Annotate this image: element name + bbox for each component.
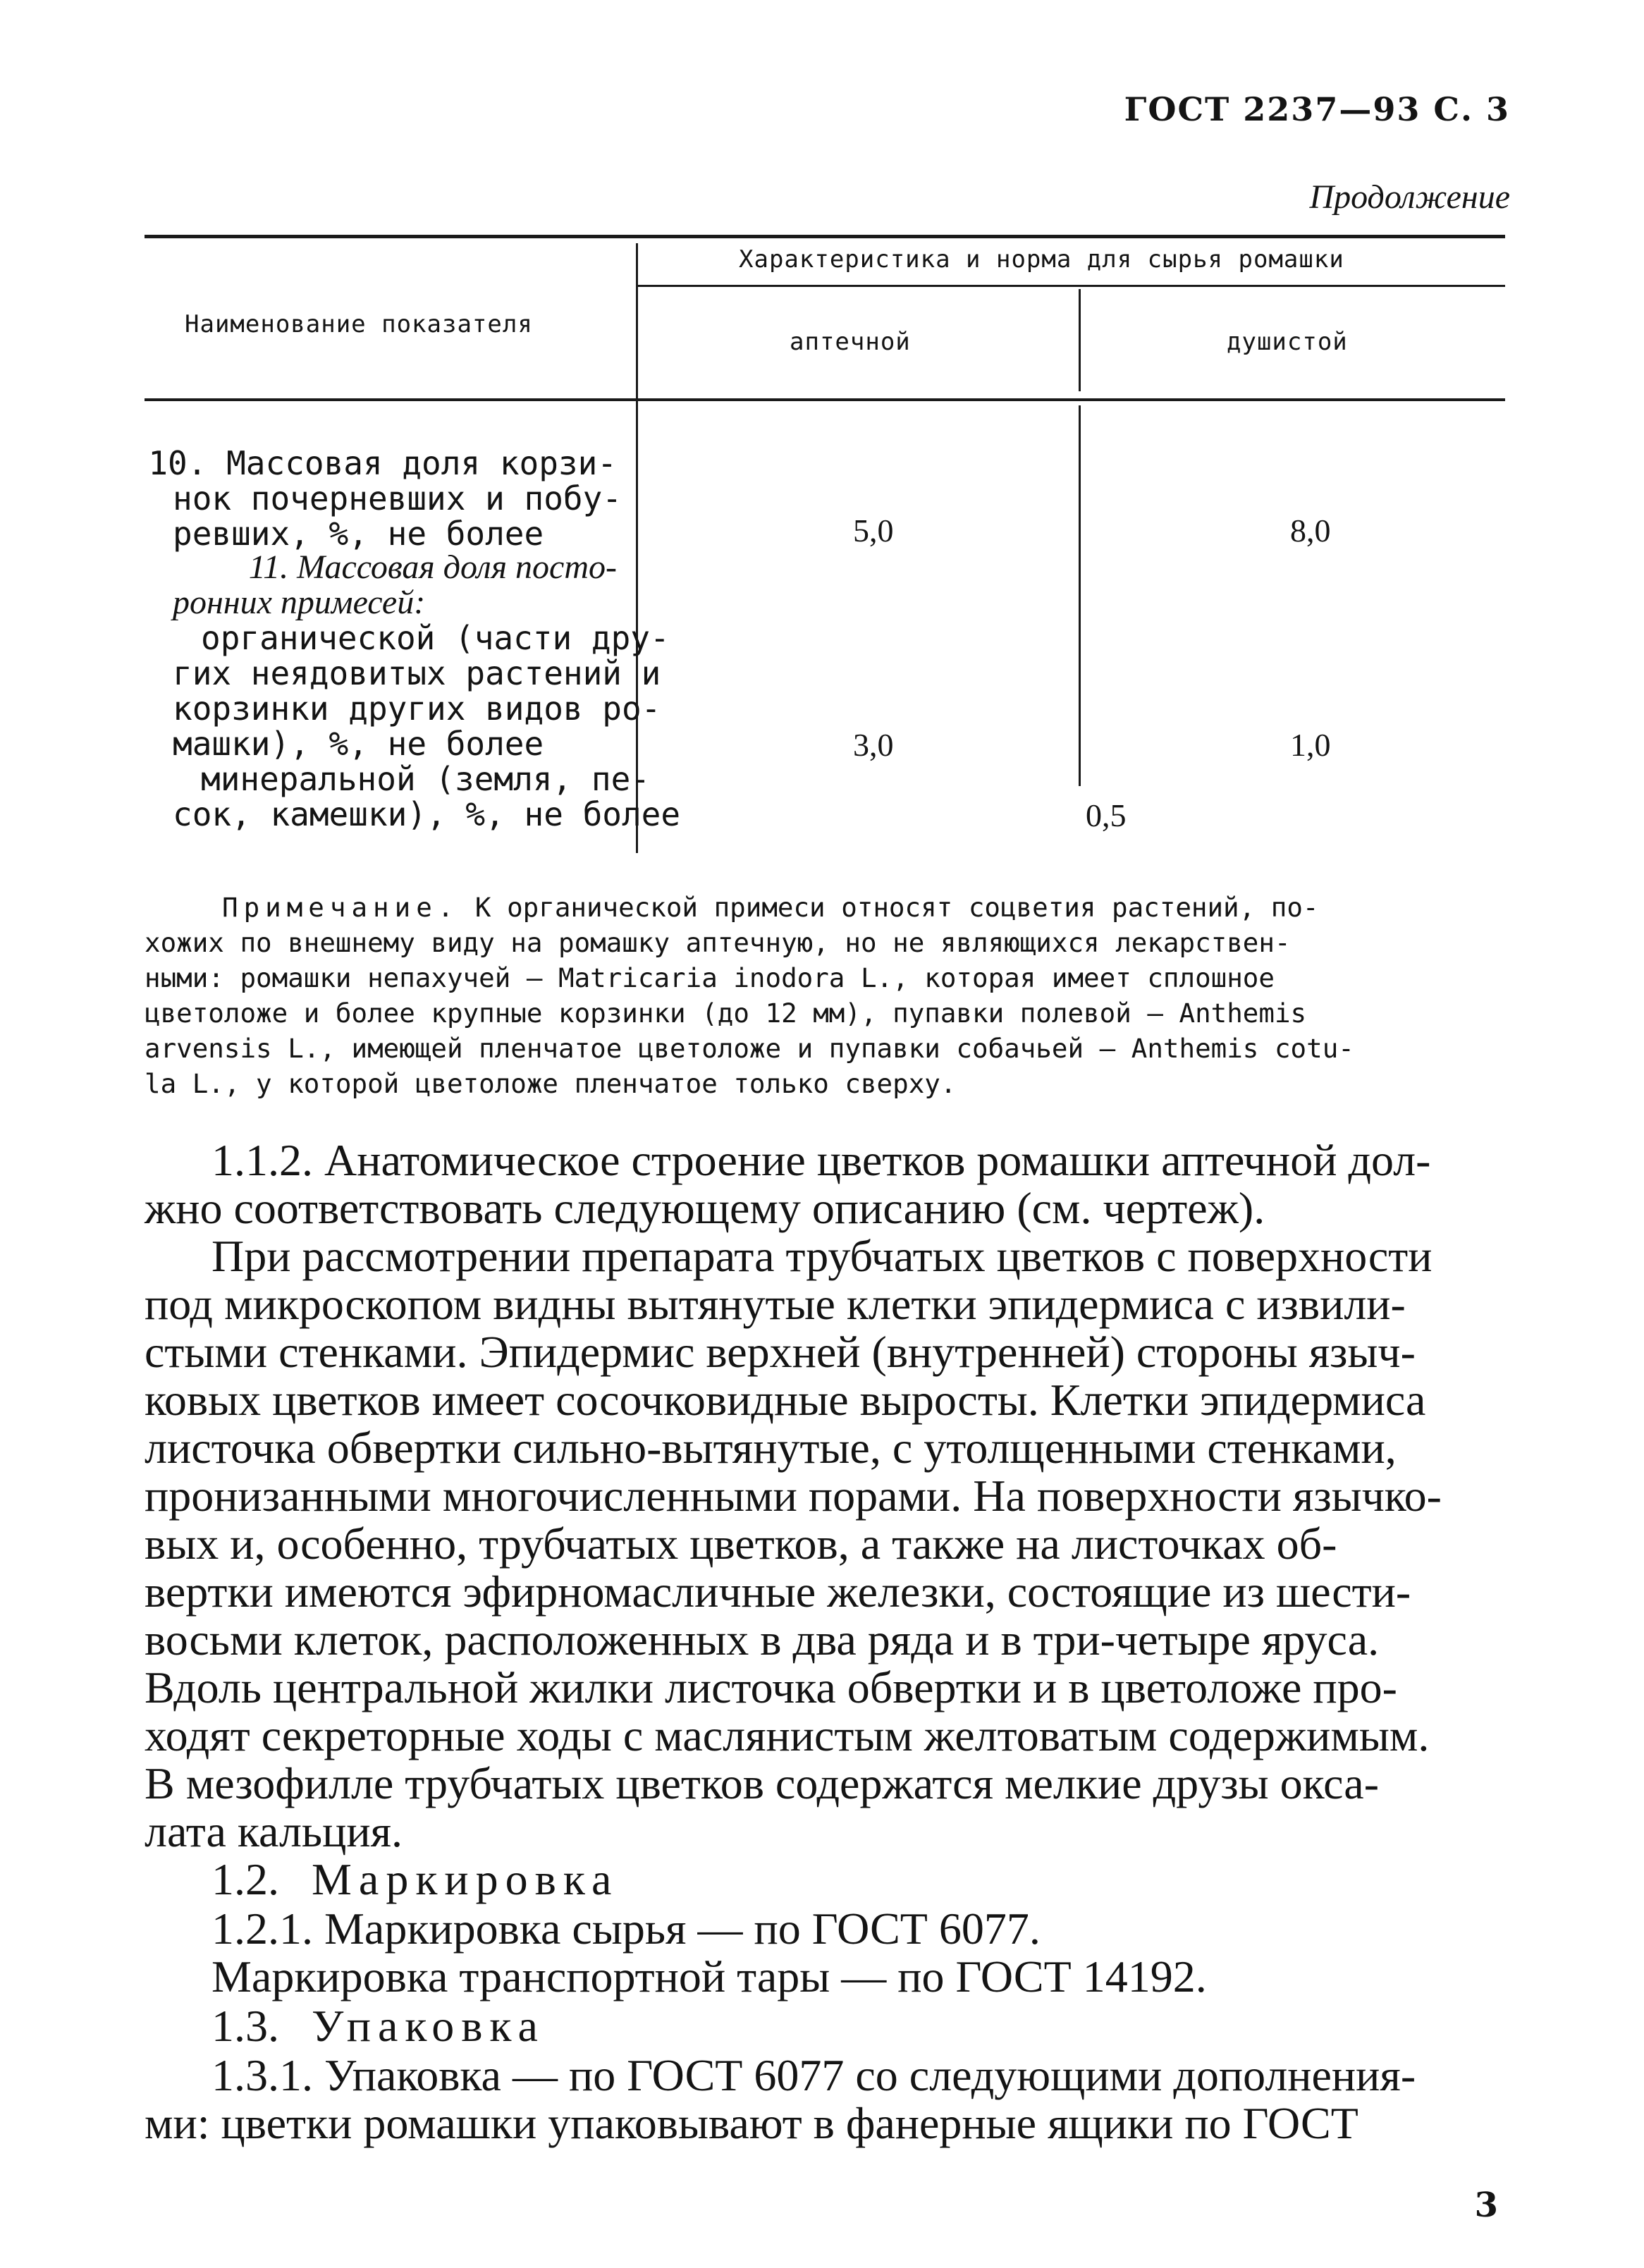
note-line-4: цветоложе и более крупные корзинки (до 12 мм), пупавки полевой — Anthemis <box>145 998 1307 1029</box>
p-micro-line-7: вых и, особенно, трубчатых цветков, а также на листочках об- <box>145 1519 1337 1569</box>
paragraph-1-3-1 <box>145 2052 1416 2147</box>
page-header-title: ГОСТ 2237—93 С. 3 <box>1124 90 1510 128</box>
note-line-2: хожих по внешнему виду на ромашку аптечную, но не являющихся лекарствен- <box>145 927 1291 958</box>
p-micro-line-10: Вдоль центральной жилки листочка обвертки и в цветоложе про- <box>145 1662 1397 1712</box>
paragraph-1-1-2 <box>145 1136 1430 1232</box>
table-row-11-mineral <box>173 761 680 832</box>
section-heading-1-2 <box>211 1856 618 1904</box>
table-row-11-org-line-3: корзинки других видов ро- <box>173 689 661 728</box>
p-micro-line-12: В мезофилле трубчатых цветков содержатся мелкие друзы окса- <box>145 1758 1379 1808</box>
table-row-10-apt-value: 5,0 <box>853 513 894 548</box>
table-row-11-org-line-2: гих неядовитых растений и <box>173 654 661 692</box>
p-micro-line-5: листочка обвертки сильно-вытянутые, с утолщенными стенками, <box>145 1423 1397 1473</box>
continuation-label: Продолжение <box>1309 178 1510 216</box>
p112-line-1: 1.1.2. Анатомическое строение цветков ромашки аптечной дол- <box>211 1135 1431 1185</box>
p-micro-line-11: ходят секреторные ходы с маслянистым желтоватым содержимым. <box>145 1710 1430 1760</box>
table-row-11-org-line-1: органической (части дру- <box>201 619 670 657</box>
note-line-1-text: К органической примеси относят соцветия растений, по- <box>459 892 1319 923</box>
table-row-10-dush-value: 8,0 <box>1290 513 1331 548</box>
p131-line-2: ми: цветки ромашки упаковывают в фанерные ящики по ГОСТ <box>145 2098 1358 2148</box>
table-subheader-apt: аптечной <box>790 328 911 356</box>
table-row-11-org-apt-value: 3,0 <box>853 727 894 763</box>
table-row-10-line-1: 10. Массовая доля корзи- <box>148 444 617 482</box>
table-row-11-min-value: 0,5 <box>1086 797 1127 833</box>
note-label: Примечание. <box>222 892 460 923</box>
table-header-bottom-rule <box>145 398 1505 401</box>
table-col-divider-2-body <box>1079 405 1081 786</box>
table-row-10-name-cont <box>173 481 622 551</box>
section-1-2-title: Маркировка <box>312 1854 619 1904</box>
table-col-name-header: Наименование показателя <box>185 310 533 338</box>
table-row-11-min-line-1: минеральной (земля, пе- <box>201 760 650 798</box>
note-line-1 <box>145 890 1354 925</box>
table-row-11-min-line-2: сок, камешки), %, не более <box>173 795 681 833</box>
table-group-header: Характеристика и норма для сырья ромашки <box>739 245 1344 274</box>
p-micro-line-4: ковых цветков имеет сосочковидные выросты. Клетки эпидермиса <box>145 1375 1426 1425</box>
p-micro-line-2: под микроскопом видны вытянутые клетки эпидермиса с извили- <box>145 1279 1406 1329</box>
table-row-11-title-line-2: ронних примесей: <box>173 584 426 621</box>
p-micro-line-3: стыми стенками. Эпидермис верхней (внутренней) стороны языч- <box>145 1327 1416 1377</box>
section-heading-1-3 <box>211 2002 545 2050</box>
section-1-3-number: 1.3. <box>211 2001 279 2051</box>
table-row-11-organic <box>173 620 670 761</box>
note-line-3: ными: ромашки непахучей — Matricaria inodora L., которая имеет сплошное <box>145 962 1275 993</box>
p131-line-1: 1.3.1. Упаковка — по ГОСТ 6077 со следующими дополнения- <box>211 2050 1416 2100</box>
note-block <box>145 890 1354 1101</box>
table-row-10-line-3: ревших, %, не более <box>173 515 544 553</box>
section-1-2-number: 1.2. <box>211 1854 279 1904</box>
paragraph-microscopy <box>145 1232 1442 1856</box>
note-line-6: la L., у которой цветоложе пленчатое только сверху. <box>145 1068 957 1099</box>
table-row-11-org-line-4: машки), %, не более <box>173 725 544 763</box>
p112-line-2: жно соответствовать следующему описанию (см. чертеж). <box>145 1183 1265 1233</box>
table-row-11-title <box>249 550 617 585</box>
p-micro-line-6: пронизанными многочисленными порами. На поверхности язычко- <box>145 1471 1442 1521</box>
paragraph-1-2-1-tare: Маркировка транспортной тары — по ГОСТ 14192. <box>211 1951 1207 2002</box>
paragraph-1-2-1: 1.2.1. Маркировка сырья — по ГОСТ 6077. <box>211 1904 1041 1954</box>
p-micro-line-1: При рассмотрении препарата трубчатых цветков с поверхности <box>211 1231 1433 1281</box>
table-group-rule <box>636 285 1505 287</box>
table-subheader-dush: душистой <box>1227 328 1348 356</box>
page-number: 3 <box>1474 2186 1499 2225</box>
table-row-11-title-line-1: 11. Массовая доля посто- <box>248 548 617 586</box>
p-micro-line-8: вертки имеются эфирномасличные железки, состоящие из шести- <box>145 1567 1411 1617</box>
p-micro-line-9: восьми клеток, расположенных в два ряда и в три-четыре яруса. <box>145 1614 1380 1665</box>
note-line-5: arvensis L., имеющей пленчатое цветоложе и пупавки собачьей — Anthemis cotu- <box>145 1033 1354 1064</box>
table-top-rule <box>145 235 1505 238</box>
table-row-10-name <box>148 446 617 481</box>
p-micro-line-13: лата кальция. <box>145 1806 403 1856</box>
table-row-11-title-cont <box>173 585 425 620</box>
table-col-divider-2-header <box>1079 289 1081 391</box>
table-row-11-org-dush-value: 1,0 <box>1290 727 1331 763</box>
table-row-10-line-2: нок почерневших и побу- <box>173 479 622 517</box>
section-1-3-title: Упаковка <box>312 2001 545 2051</box>
